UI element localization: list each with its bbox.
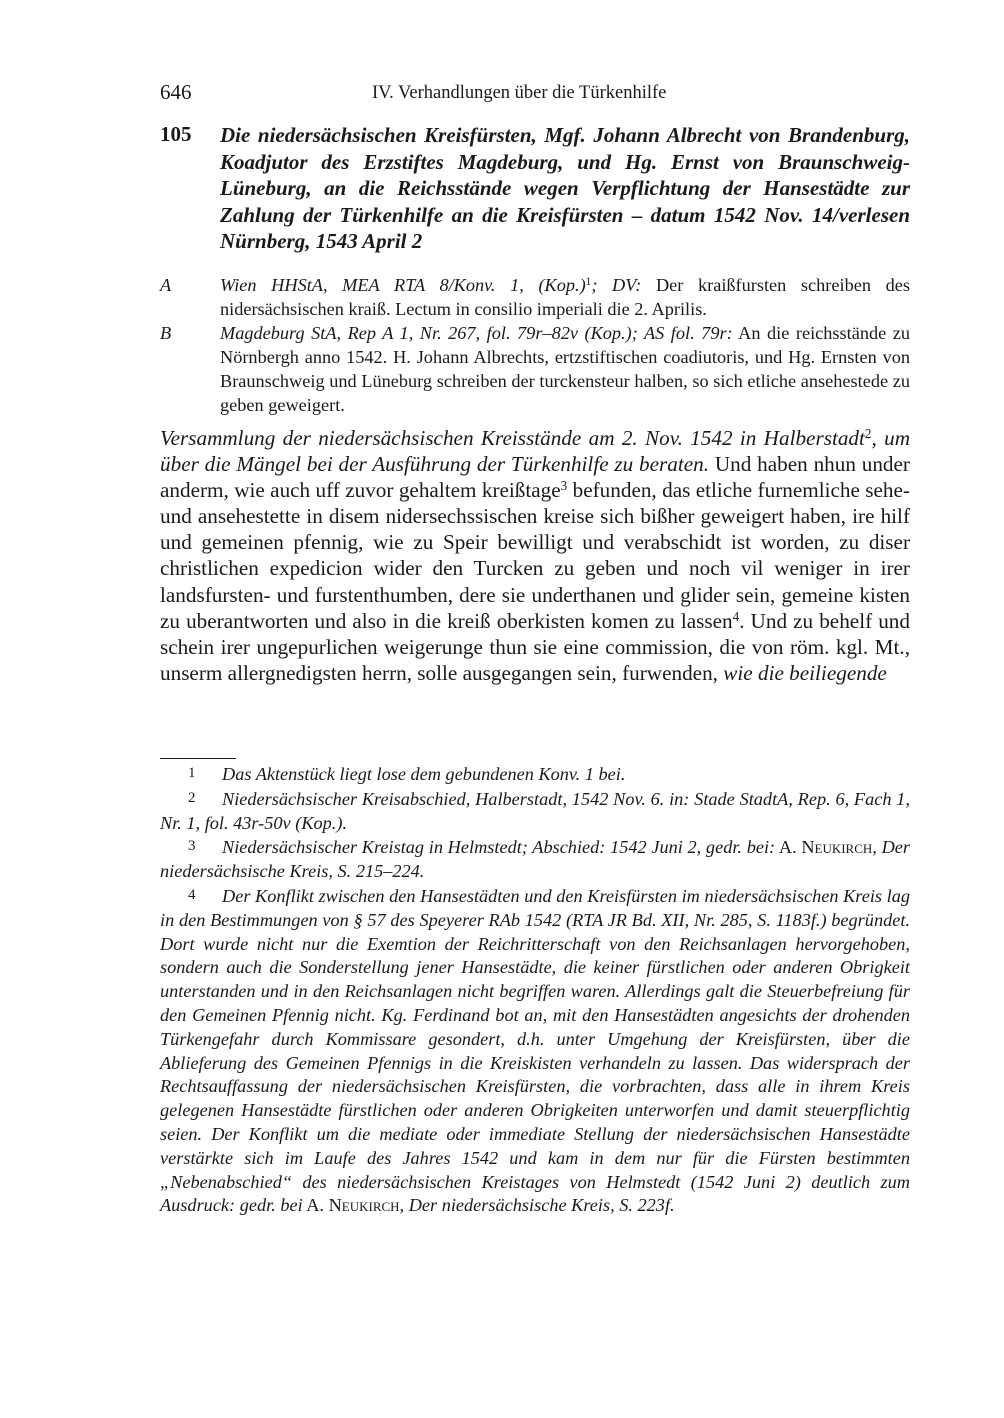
source-list [160,273,910,417]
source-text: An die reichsstände zu Nörnbergh anno 1542. H. Johann Albrechts, ertzstiftischen coadiutoris, und Hg. Ernsten von Braunschweig und Lüneburg schreiben der turckensteur halben, so sich etliche ansehestede zu geben geweigert. [220,323,911,415]
footnote-number: 4 [188,886,196,903]
running-title: IV. Verhandlungen über die Türkenhilfe [372,83,667,103]
footnote-text: Niedersächsischer Kreisabschied, Halberstadt, 1542 Nov. 6. in: Stade StadtA, Rep. 6, Fach 1, Nr. 1, fol. 43r-50v (Kop.). [160,788,910,833]
author-name: Neukirch [801,837,873,858]
footnote-ref[interactable]: 1 [585,275,592,288]
page-number: 646 [160,80,192,104]
footnote-divider [160,758,236,759]
document-title: Die niedersächsischen Kreisfürsten, Mgf. Johann Albrecht von Brandenburg, Koadjutor des Erzstiftes Magdeburg, und Hg. Ernst von Braunschweig-Lüneburg, an die Reichsstände wegen Verpflichtung der Hansestädte zur Zahlung der Türkenhilfe an die Kreisfürsten – datum 1542 Nov. 14/verlesen Nürnberg, 1543 April 2 [220,123,910,254]
editorial-summary: Versammlung der niedersächsischen Kreisstände am 2. Nov. 1542 in Halberstadt [160,426,865,450]
body-text: befunden, das etliche furnemliche sehe- und ansehestette in disem nidersechssischen kreise sich bißher geweigert haben, ire hilf und gemeinen pfennig, wie zu Speir bewilligt und verabschidt ist worden, zu diser christlichen expedicion wider den Turcken zu geben und noch vil weniger in irer landsfursten- und furstenthumben, dere sie underthanen und glider sein, gemeine kisten zu uberantworten und also in die kreiß oberkisten komen zu lassen [160,478,910,633]
author-name: Neukirch [328,1195,400,1216]
author-initial: A. [775,837,802,858]
source-archive-reference: Wien HHStA, MEA RTA 8/Konv. 1, (Kop.) [220,275,586,295]
author-initial: A. [302,1195,329,1216]
source-siglum: B [160,323,172,343]
footnote-ref[interactable]: 4 [732,608,740,624]
footnote-number: 1 [188,765,196,781]
body-text: Und haben nhun under anderm, wie auch uff zuvor gehaltem kreißtage [160,452,910,503]
source-entry-a [160,273,910,321]
source-siglum: A [160,275,172,295]
main-text [160,425,910,686]
footnote-text: Niedersächsischer Kreistag in Helmstedt; Abschied: 1542 Juni 2, gedr. bei: [222,837,776,858]
footnote-2 [160,787,910,836]
footnote-ref[interactable]: 3 [560,477,568,493]
footnote-text: Der Konflikt zwischen den Hansestädten und den Kreisfürsten im niedersächsischen Kreis lag in den Bestimmungen von § 57 des Speyerer RAb 1542 (RTA JR Bd. XII, Nr. 285, S. 1183f.) begründet. Dort wurde nicht nur die Exemtion der Reichritterschaft von den Reichsanlagen hervorgehoben, sondern auch die Sonderstellung jener Hansestädte, die keiner fürstlichen oder anderen Obrigkeit unterstanden und in den Reichsanlagen nicht begriffen waren. Allerdings galt die Steuerbefreiung für den Gemeinen Pfennig nicht. Kg. Ferdinand bot an, mit den Hansestädten angesichts der drohenden Türkengefahr durch Kommissare gesondert, d.h. unter Umgehung der Kreisfürsten, über die Ablieferung des Gemeinen Pfennigs in die Kreiskisten verhandeln zu lassen. Das widersprach der Rechtsauffassung der niedersächsischen Kreisfürsten, die vorbrachten, dass alle in ihrem Kreis gelegenen Hansestädte fürstlichen oder anderen Obrigkeiten unterworfen und damit steuerpflichtig seien. Der Konflikt um die mediate oder immediate Stellung der niedersächsischen Hansestädte verstärkte sich im Laufe des Jahres 1542 und kam in dem nur für die Fürsten bestimmten „Nebenabschied“ des niedersächsischen Kreistages von Helmstedt (1542 Juni 2) deutlich zum Ausdruck: gedr. bei [160,885,910,1216]
source-text: Der kraißfursten schreiben des nidersächsischen kraiß. Lectum in consilio imperiali die 2. Aprilis. [220,275,910,319]
running-head [160,80,910,108]
source-entry-b [160,321,910,417]
footnote-ref[interactable]: 2 [864,425,872,441]
document-number: 105 [160,122,192,146]
footnote-list [160,762,910,1218]
source-archive-reference: Magdeburg StA, Rep A 1, Nr. 267, fol. 79r–82v (Kop.); AS fol. 79r: [220,323,733,343]
editorial-tail: wie die beiliegende [717,660,887,685]
footnote-number: 3 [188,838,196,855]
source-label: ; DV: [591,275,642,295]
editorial-summary-cont: , um über die Mängel bei der Ausführung der Türkenhilfe zu beraten. [160,426,910,477]
footnote-1 [160,762,910,787]
footnote-text: Das Aktenstück liegt lose dem gebundenen Konv. 1 bei. [222,764,626,784]
work-title: , Der niedersächsische Kreis, S. 215–224. [160,837,911,882]
work-title: , Der niedersächsische Kreis, S. 223f. [399,1195,675,1216]
footnote-3 [160,835,910,884]
body-text: . Und zu behelf und schein irer ungepurlichen weigerunge thun sie eine commission, die von röm. kgl. Mt., unserm allergnedigsten herrn, solle ausgegangen sein, furwenden, [160,608,910,685]
footnote-4 [160,884,910,1218]
footnote-number: 2 [188,789,196,806]
